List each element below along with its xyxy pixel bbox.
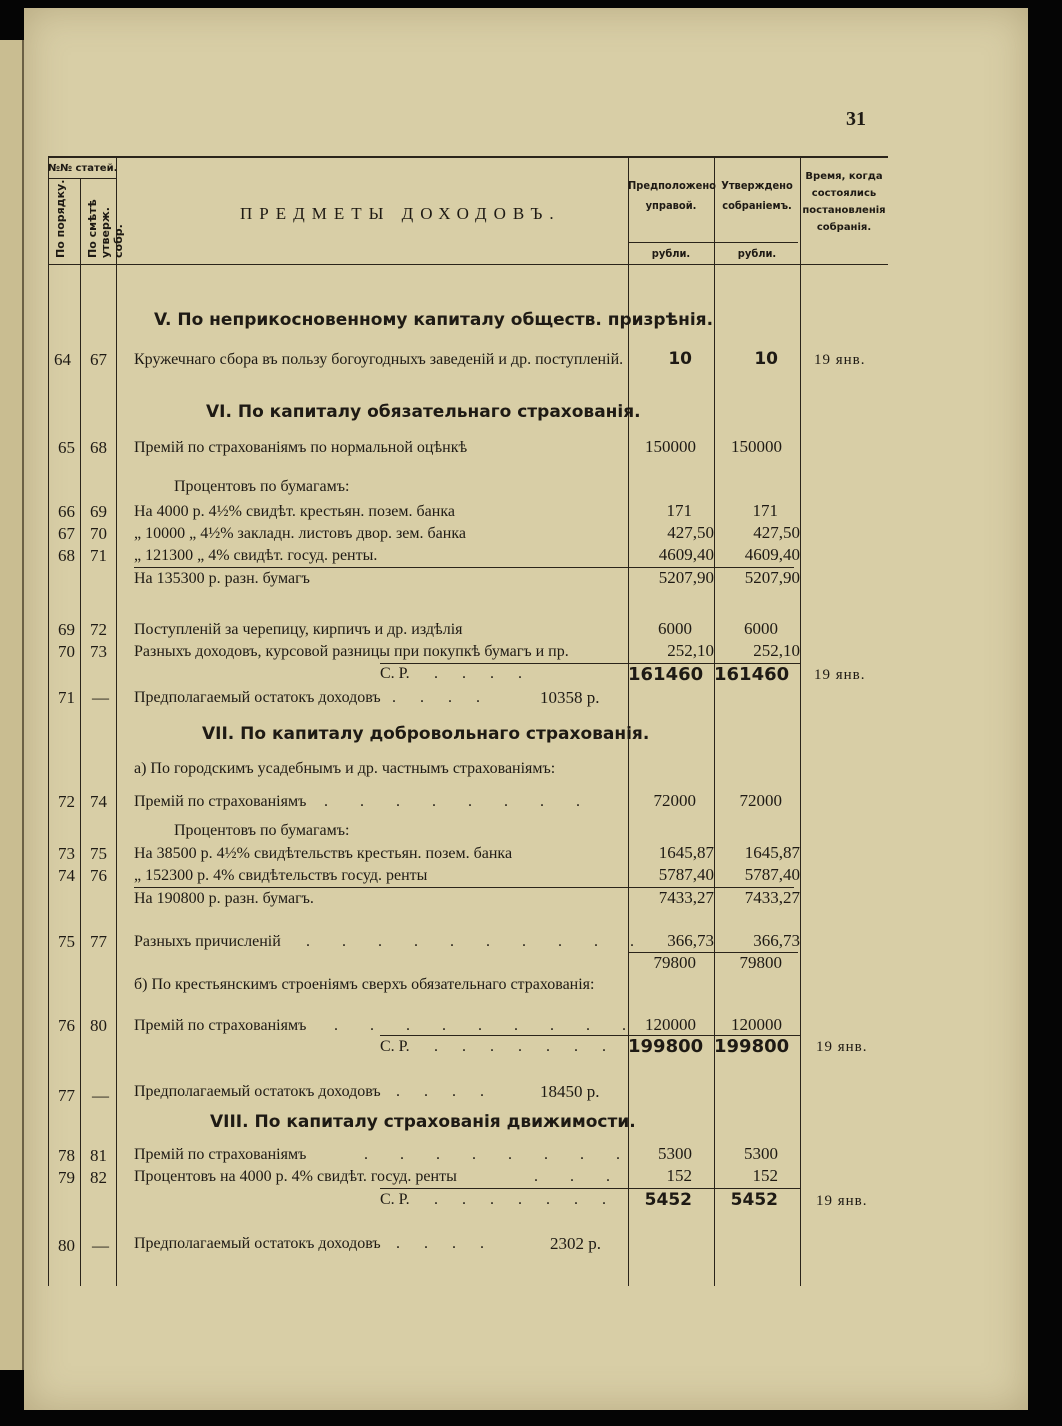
row-order-number: 77	[58, 1086, 75, 1105]
header-time-line2: состоялись	[811, 188, 877, 199]
row-description: Кружечнаго сбора въ пользу богоугодныхъ заведеній и др. поступленій.	[134, 351, 624, 368]
header-approved-line2: собраніемъ.	[722, 199, 792, 212]
row-estimate-number: 77	[90, 932, 107, 951]
page-number: 31	[846, 108, 866, 130]
row-proposed-value: 152	[666, 1166, 692, 1185]
row-proposed-value: 4609,40	[658, 545, 714, 564]
subtotal-approved: 79800	[739, 953, 782, 972]
row-description: Премій по страхованіямъ по нормальной оцѣнкѣ	[134, 439, 468, 456]
row-order-number: 69	[58, 620, 75, 639]
row-order-number: 66	[58, 502, 75, 521]
row-order-number: 68	[58, 546, 75, 565]
row-estimate-number: 70	[90, 524, 107, 543]
row-approved-value: 6000	[744, 619, 778, 638]
total-label: С. Р.	[380, 1038, 410, 1055]
leader-dots: . . . . . . .	[434, 1038, 616, 1055]
header-approved	[714, 176, 800, 216]
row-description: Предполагаемый остатокъ доходовъ	[134, 1235, 381, 1252]
header-proposed-line1: Предположено	[628, 179, 716, 192]
row-approved-value: 72000	[739, 791, 782, 810]
header-unit-approved: рубли.	[737, 247, 777, 260]
subsection-a: а) По городскимъ усадебнымъ и др. частнымъ страхованіямъ:	[134, 760, 556, 777]
row-order-number: 65	[58, 438, 75, 457]
row-estimate-number: 72	[90, 620, 107, 639]
row-proposed-value: 10	[668, 349, 692, 369]
row-description: Разныхъ причисленій	[134, 933, 281, 950]
section-heading-5: V. По неприкосновенному капиталу обществ. призрѣнія.	[154, 310, 714, 330]
subtotal-approved: 7433,27	[744, 888, 800, 907]
row-approved-value: 366,73	[753, 931, 800, 950]
row-estimate-number: 80	[90, 1016, 107, 1035]
header-col-subject: ПРЕДМЕТЫ ДОХОДОВЪ.	[240, 204, 561, 223]
col-rule-left	[48, 156, 49, 1286]
row-estimate-number: 67	[90, 350, 107, 369]
header-proposed-line2: управой.	[645, 199, 697, 212]
header-approved-line1: Утверждено	[721, 179, 793, 192]
row-proposed-value: 427,50	[667, 523, 714, 542]
row-description: „ 152300 р. 4% свидѣтельствъ госуд. ренты	[134, 867, 428, 884]
row-order-number: 71	[58, 688, 75, 707]
header-unit-proposed: рубли.	[651, 247, 691, 260]
col-rule-estimate	[116, 156, 117, 1286]
row-approved-value: 150000	[731, 437, 782, 456]
facing-page-edge	[0, 40, 24, 1370]
header-col-group: №№ статей.	[48, 163, 118, 174]
row-proposed-value: 5300	[658, 1144, 692, 1163]
row-estimate-number: 73	[90, 642, 107, 661]
remainder-amount: 10358 р.	[540, 688, 600, 707]
row-description: На 38500 р. 4½% свидѣтельствъ крестьян. позем. банка	[134, 845, 513, 862]
header-bottom-rule	[48, 264, 888, 265]
col-rule-time	[800, 156, 801, 1286]
row-estimate-number: —	[92, 688, 109, 707]
row-date: 19 янв.	[814, 667, 866, 683]
header-col-estimate: По смѣтѣ утверж. собр.	[86, 199, 125, 258]
row-description: Премій по страхованіямъ	[134, 1146, 307, 1163]
row-description: Премій по страхованіямъ	[134, 1017, 307, 1034]
row-estimate-number: —	[92, 1086, 109, 1105]
row-order-number: 70	[58, 642, 75, 661]
leader-dots: . . . . . . . . .	[334, 1017, 640, 1034]
row-approved-value: 152	[752, 1166, 778, 1185]
header-time-line1: Время, когда	[805, 171, 883, 182]
percent-subheading: Процентовъ по бумагамъ:	[174, 822, 350, 839]
row-order-number: 75	[58, 932, 75, 951]
row-approved-value: 252,10	[753, 641, 800, 660]
subtotal-approved: 5207,90	[744, 568, 800, 587]
total-approved: 161460	[714, 664, 790, 685]
section-heading-7: VII. По капиталу добровольнаго страхованія.	[202, 724, 650, 744]
row-estimate-number: 68	[90, 438, 107, 457]
row-description: На 4000 р. 4½% свидѣт. крестьян. позем. банка	[134, 503, 455, 520]
remainder-amount: 2302 р.	[550, 1234, 601, 1253]
row-order-number: 72	[58, 792, 75, 811]
row-proposed-value: 72000	[653, 791, 696, 810]
row-description: Предполагаемый остатокъ доходовъ	[134, 689, 381, 706]
row-approved-value: 10	[754, 349, 778, 369]
row-description: Предполагаемый остатокъ доходовъ	[134, 1083, 381, 1100]
header-time-line3: постановленія	[802, 205, 886, 216]
row-description: „ 121300 „ 4% свидѣт. госуд. ренты.	[134, 547, 378, 564]
row-estimate-number: 76	[90, 866, 107, 885]
row-order-number: 80	[58, 1236, 75, 1255]
leader-dots: . . . . . . . .	[324, 793, 594, 810]
ledger-page	[24, 8, 1028, 1410]
subtotal-proposed: 7433,27	[658, 888, 714, 907]
leader-dots: . . . .	[396, 1083, 494, 1100]
row-estimate-number: 69	[90, 502, 107, 521]
row-estimate-number: 81	[90, 1146, 107, 1165]
row-proposed-value: 1645,87	[658, 843, 714, 862]
table-top-rule	[48, 156, 888, 158]
row-estimate-number: 71	[90, 546, 107, 565]
row-approved-value: 427,50	[753, 523, 800, 542]
header-time	[800, 168, 888, 236]
row-order-number: 64	[54, 350, 71, 369]
leader-dots: . . . . . . . .	[364, 1146, 634, 1163]
leader-dots: . . .	[534, 1168, 624, 1185]
total-approved: 199800	[714, 1036, 790, 1057]
row-estimate-number: 75	[90, 844, 107, 863]
row-order-number: 74	[58, 866, 75, 885]
row-description: „ 10000 „ 4½% закладн. листовъ двор. зем. банка	[134, 525, 466, 542]
total-approved: 5452	[730, 1190, 778, 1210]
row-approved-value: 4609,40	[744, 545, 800, 564]
row-approved-value: 120000	[731, 1015, 782, 1034]
row-date: 19 янв.	[816, 1039, 868, 1055]
total-proposed: 5452	[644, 1190, 692, 1210]
row-order-number: 76	[58, 1016, 75, 1035]
remainder-amount: 18450 р.	[540, 1082, 600, 1101]
row-order-number: 79	[58, 1168, 75, 1187]
row-proposed-value: 6000	[658, 619, 692, 638]
leader-dots: . . . .	[396, 1235, 494, 1252]
row-approved-value: 5787,40	[744, 865, 800, 884]
row-proposed-value: 171	[666, 501, 692, 520]
row-description: Премій по страхованіямъ	[134, 793, 307, 810]
subtotal-proposed: 5207,90	[658, 568, 714, 587]
leader-dots: . . . . . . . . . .	[306, 933, 648, 950]
row-proposed-value: 366,73	[667, 931, 714, 950]
row-description: Разныхъ доходовъ, курсовой разницы при покупкѣ бумагъ и пр.	[134, 643, 569, 660]
row-description: Процентовъ на 4000 р. 4% свидѣт. госуд. ренты	[134, 1168, 457, 1185]
header-group-rule	[48, 178, 116, 179]
header-time-line4: собранія.	[816, 222, 872, 233]
row-approved-value: 171	[752, 501, 778, 520]
leader-dots: . . . . . . .	[434, 1191, 616, 1208]
leader-dots: . . . .	[392, 689, 490, 706]
header-proposed	[628, 176, 714, 216]
row-proposed-value: 150000	[645, 437, 696, 456]
leader-dots: . . . .	[434, 665, 532, 682]
row-proposed-value: 120000	[645, 1015, 696, 1034]
total-proposed: 161460	[628, 664, 704, 685]
row-proposed-value: 252,10	[667, 641, 714, 660]
row-estimate-number: 74	[90, 792, 107, 811]
total-label: С. Р.	[380, 1191, 410, 1208]
subsection-b: б) По крестьянскимъ строеніямъ сверхъ обязательнаго страхованія:	[134, 976, 595, 993]
total-proposed: 199800	[628, 1036, 704, 1057]
row-proposed-value: 5787,40	[658, 865, 714, 884]
col-rule-order	[80, 178, 81, 1286]
row-order-number: 78	[58, 1146, 75, 1165]
total-label: С. Р.	[380, 665, 410, 682]
row-estimate-number: —	[92, 1236, 109, 1255]
row-date: 19 янв.	[814, 352, 866, 368]
header-col-order: По порядку.	[54, 179, 67, 258]
row-order-number: 67	[58, 524, 75, 543]
subtotal-description: На 135300 р. разн. бумагъ	[134, 570, 310, 587]
section-heading-8: VIII. По капиталу страхованія движимости.	[210, 1112, 636, 1132]
total-rule	[380, 1188, 800, 1189]
row-estimate-number: 82	[90, 1168, 107, 1187]
unit-rule	[628, 242, 798, 243]
subtotal-proposed: 79800	[653, 953, 696, 972]
row-approved-value: 5300	[744, 1144, 778, 1163]
percent-subheading: Процентовъ по бумагамъ:	[174, 478, 350, 495]
row-order-number: 73	[58, 844, 75, 863]
col-rule-approved	[714, 156, 715, 1286]
row-approved-value: 1645,87	[744, 843, 800, 862]
row-description: Поступленій за черепицу, кирпичъ и др. издѣлія	[134, 621, 463, 638]
row-date: 19 янв.	[816, 1193, 868, 1209]
section-heading-6: VI. По капиталу обязательнаго страхованія.	[206, 402, 641, 422]
subtotal-description: На 190800 р. разн. бумагъ.	[134, 890, 314, 907]
